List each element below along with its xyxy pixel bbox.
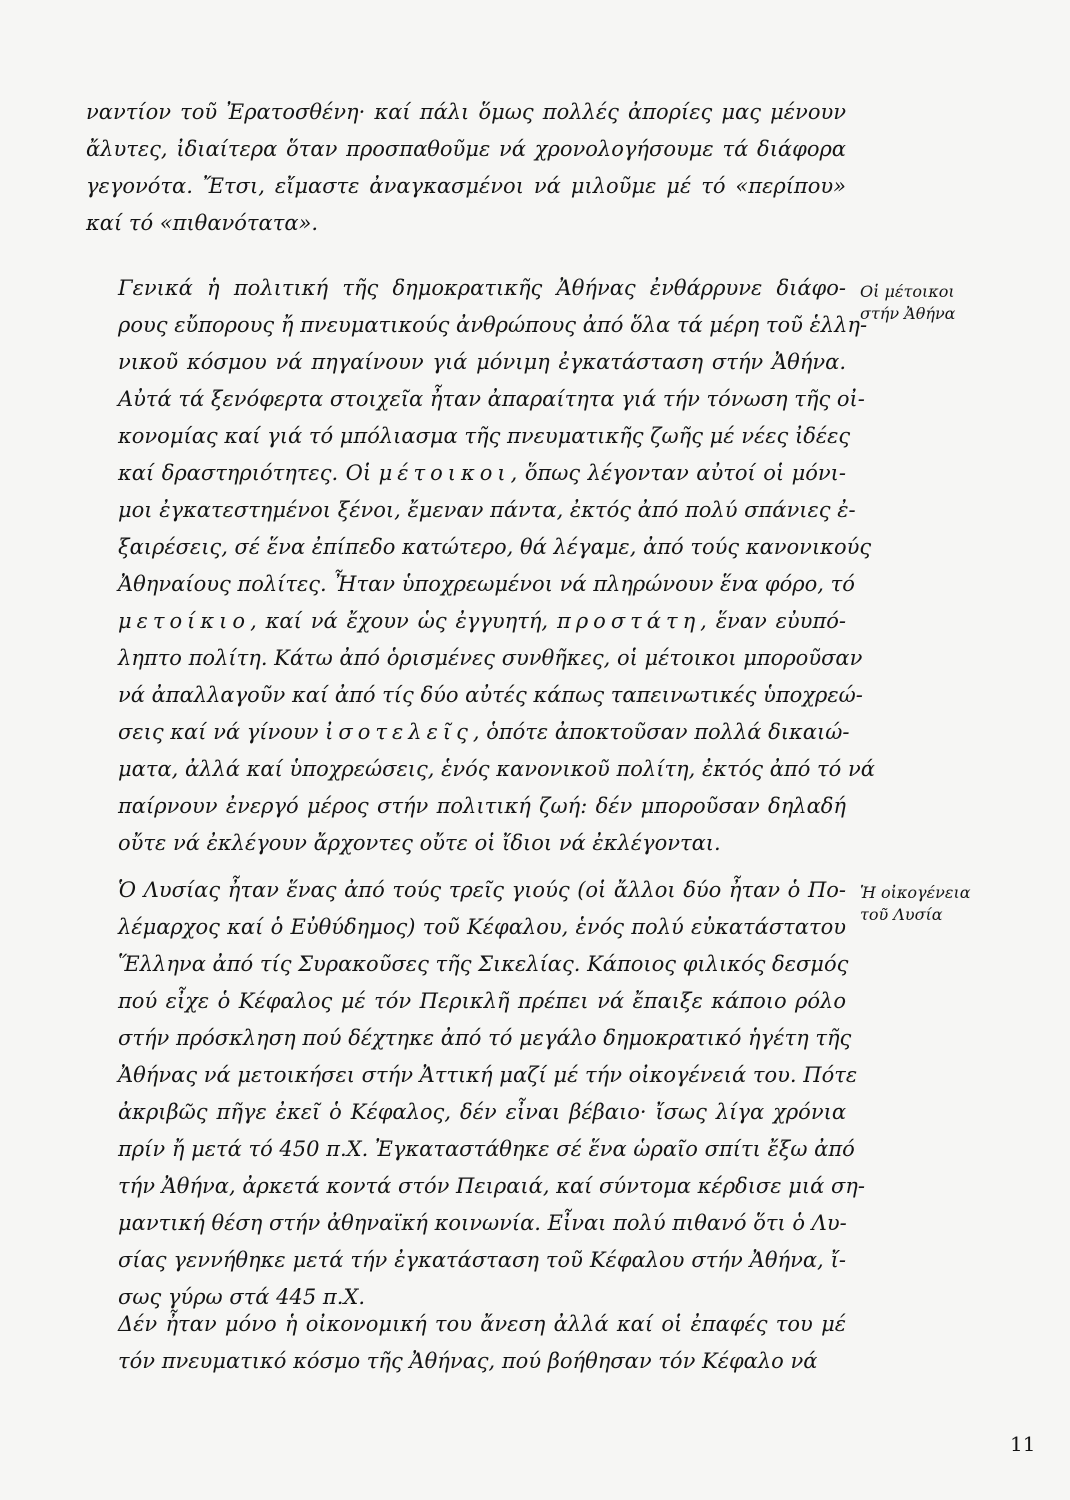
text-line <box>86 131 846 168</box>
text-run: σεις καί νά γίνουν <box>118 720 326 744</box>
spaced-term: μέτοικοι <box>378 461 511 485</box>
text-run: κονομίας καί γιά τό μπόλιασμα τῆς πνευματικῆς ζωῆς μέ νέες ἰδέες <box>118 424 851 448</box>
text-line <box>118 566 855 603</box>
text-run: τόν πνευματικό κόσμο τῆς Ἀθήνας, πού βοήθησαν τόν Κέφαλο νά <box>118 1349 818 1373</box>
text-run: Γενικά ἡ πολιτική τῆς δημοκρατικῆς Ἀθήνας ἐνθάρρυνε διάφο- <box>118 276 846 300</box>
paragraph-kephalos-contacts <box>118 1306 846 1380</box>
text-line <box>118 1057 858 1094</box>
text-run: , ὅπως λέγονταν αὐτοί οἱ μόνι- <box>510 461 846 485</box>
text-line <box>118 455 846 492</box>
text-run: ρους εὔπορους ἤ πνευματικούς ἀνθρώπους ἀπό ὅλα τά μέρη τοῦ ἑλλη- <box>118 313 868 337</box>
text-run: , ἕναν εὐυπό- <box>700 609 846 633</box>
text-run: γεγονότα. Ἔτσι, εἴμαστε ἀναγκασμένοι νά μιλοῦμε μέ τό «περίπου» <box>86 174 846 198</box>
text-run: νικοῦ κόσμου νά πηγαίνουν γιά μόνιμη ἐγκατάσταση στήν Ἀθήνα. <box>118 350 846 374</box>
text-line <box>118 270 846 307</box>
text-line <box>118 1306 846 1343</box>
text-line <box>118 640 863 677</box>
text-line <box>118 344 846 381</box>
text-run: , καί νά ἔχουν ὡς ἐγγυητή, <box>250 609 558 633</box>
text-run: ματα, ἀλλά καί ὑποχρεώσεις, ἑνός κανονικοῦ πολίτη, ἐκτός ἀπό τό νά <box>118 757 875 781</box>
spaced-term: μετοίκιο <box>118 609 251 633</box>
text-line <box>118 677 863 714</box>
text-line <box>118 529 872 566</box>
text-run: καί τό «πιθανότατα». <box>86 211 319 235</box>
text-run: μαντική θέση στήν ἀθηναϊκή κοινωνία. Εἶναι πολύ πιθανό ὅτι ὁ Λυ- <box>118 1211 847 1235</box>
spaced-term: προστάτη <box>557 609 701 633</box>
text-run: Ἕλληνα ἀπό τίς Συρακοῦσες τῆς Σικελίας. Κάποιος φιλικός δεσμός <box>118 952 849 976</box>
text-line <box>118 1131 855 1168</box>
margin-note-line: στήν Ἀθήνα <box>860 304 956 323</box>
text-run: ναντίον τοῦ Ἐρατοσθένη· καί πάλι ὅμως πολλές ἀπορίες μας μένουν <box>86 100 846 124</box>
paragraph-lysias-family <box>118 872 865 1316</box>
text-run: παίρνουν ἐνεργό μέρος στήν πολιτική ζωή: δέν μποροῦσαν δηλαδή <box>118 794 846 818</box>
text-run: Ἀθηναίους πολίτες. Ἦταν ὑποχρεωμένοι νά πληρώνουν ἕνα φόρο, τό <box>118 572 855 596</box>
text-line <box>118 1094 846 1131</box>
text-run: , ὁπότε ἀποκτοῦσαν πολλά δικαιώ- <box>472 720 850 744</box>
text-run: Ὁ Λυσίας ἦταν ἕνας ἀπό τούς τρεῖς γιούς (οἱ ἄλλοι δύο ἦταν ὁ Πο- <box>118 878 846 902</box>
text-line <box>118 714 850 751</box>
text-line <box>118 788 846 825</box>
text-run: τήν Ἀθήνα, ἀρκετά κοντά στόν Πειραιά, καί σύντομα κέρδισε μιά ση- <box>118 1174 865 1198</box>
text-line <box>118 825 846 862</box>
text-line <box>118 751 875 788</box>
paragraph-metics <box>118 270 875 862</box>
text-run: ξαιρέσεις, σέ ἕνα ἐπίπεδο κατώτερο, θά λέγαμε, ἀπό τούς κανονικούς <box>118 535 872 559</box>
text-run: Δέν ἦταν μόνο ἡ οἰκονομική του ἄνεση ἀλλά καί οἱ ἐπαφές του μέ <box>118 1312 846 1336</box>
text-run: Αὐτά τά ξενόφερτα στοιχεῖα ἦταν ἀπαραίτητα γιά τήν τόνωση τῆς οἰ- <box>118 387 865 411</box>
text-run: ἀκριβῶς πῆγε ἐκεῖ ὁ Κέφαλος, δέν εἶναι βέβαιο· ἴσως λίγα χρόνια <box>118 1100 846 1124</box>
text-line <box>86 94 846 131</box>
text-run: πρίν ἤ μετά τό 450 π.Χ. Ἐγκαταστάθηκε σέ ἕνα ὡραῖο σπίτι ἔξω ἀπό <box>118 1137 855 1161</box>
text-line <box>118 603 846 640</box>
text-line <box>118 983 846 1020</box>
text-line <box>118 1242 846 1279</box>
text-line <box>86 168 846 205</box>
text-line <box>118 946 849 983</box>
text-line <box>118 1168 865 1205</box>
text-run: σίας γεννήθηκε μετά τήν ἐγκατάσταση τοῦ Κέφαλου στήν Ἀθήνα, ἴ- <box>118 1248 846 1272</box>
text-line <box>118 492 856 529</box>
text-run: λέμαρχος καί ὁ Εὐθύδημος) τοῦ Κέφαλου, ἑνός πολύ εὐκατάστατου <box>118 915 846 939</box>
text-line <box>118 1020 852 1057</box>
text-run: νά ἀπαλλαγοῦν καί ἀπό τίς δύο αὐτές κάπως ταπεινωτικές ὑποχρεώ- <box>118 683 863 707</box>
text-line <box>118 307 868 344</box>
margin-note-lysias-family <box>860 882 1010 926</box>
text-run: καί δραστηριότητες. Οἱ <box>118 461 379 485</box>
text-line <box>118 872 846 909</box>
text-run: ἄλυτες, ἰδιαίτερα ὅταν προσπαθοῦμε νά χρονολογήσουμε τά διάφορα <box>86 137 846 161</box>
text-run: στήν πρόσκληση πού δέχτηκε ἀπό τό μεγάλο δημοκρατικό ἡγέτη τῆς <box>118 1026 852 1050</box>
margin-note-metics <box>860 281 1010 325</box>
page-number: 11 <box>1010 1432 1036 1456</box>
paragraph-intro-end <box>86 94 846 242</box>
margin-note-line: Ἡ οἰκογένεια <box>860 883 971 902</box>
text-line <box>118 1205 846 1242</box>
text-run: πού εἶχε ὁ Κέφαλος μέ τόν Περικλῆ πρέπει νά ἔπαιξε κάποιο ρόλο <box>118 989 846 1013</box>
margin-note-line: Οἱ μέτοικοι <box>860 282 955 301</box>
text-line <box>118 381 865 418</box>
text-run: ληπτο πολίτη. Κάτω ἀπό ὁρισμένες συνθῆκες, οἱ μέτοικοι μποροῦσαν <box>118 646 863 670</box>
text-run: οὔτε νά ἐκλέγουν ἄρχοντες οὔτε οἱ ἴδιοι νά ἐκλέγονται. <box>118 831 721 855</box>
text-line <box>118 418 851 455</box>
text-run: μοι ἐγκατεστημένοι ξένοι, ἔμεναν πάντα, ἐκτός ἀπό πολύ σπάνιες ἐ- <box>118 498 856 522</box>
margin-note-line: τοῦ Λυσία <box>860 905 943 924</box>
text-run: Ἀθήνας νά μετοικήσει στήν Ἀττική μαζί μέ τήν οἰκογένειά του. Πότε <box>118 1063 858 1087</box>
text-line <box>86 205 846 242</box>
text-run: σως γύρω στά 445 π.Χ. <box>118 1285 366 1309</box>
spaced-term: ἰσοτελεῖς <box>325 720 473 744</box>
text-line <box>118 1343 846 1380</box>
text-line <box>118 909 846 946</box>
